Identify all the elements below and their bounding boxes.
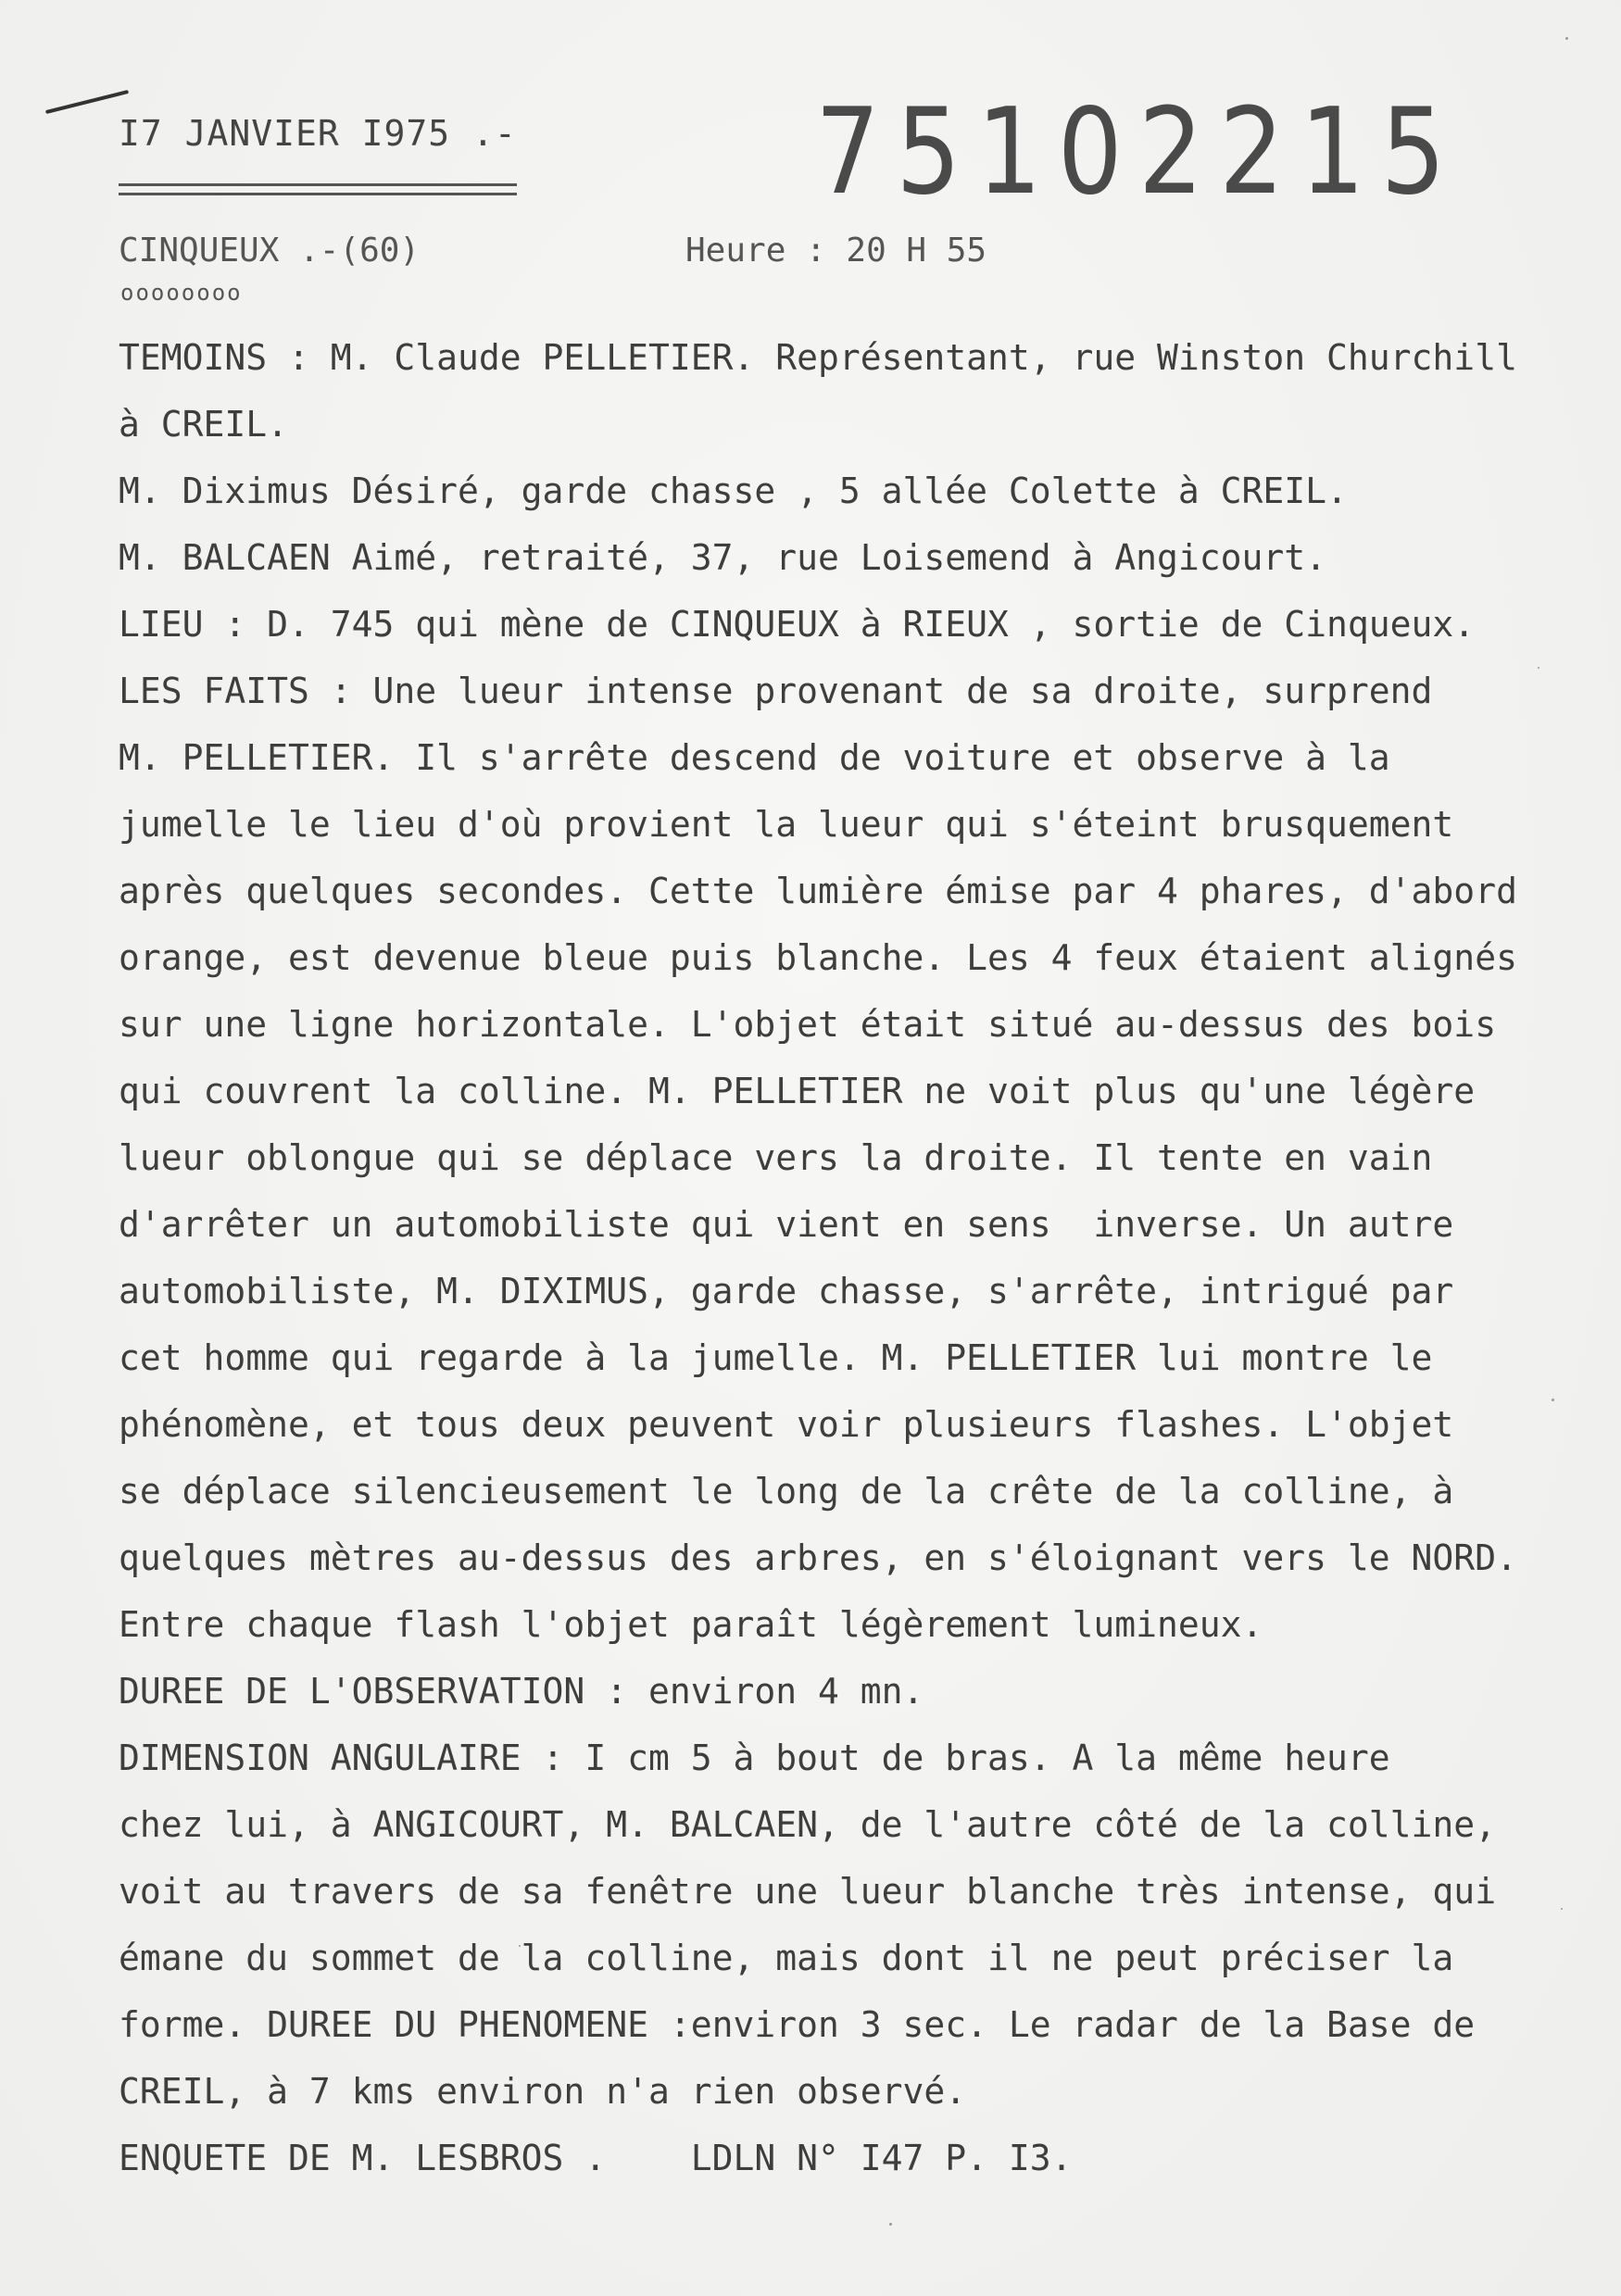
text-line: qui couvrent la colline. M. PELLETIER ne voit plus qu'une légère [119, 1071, 1476, 1111]
document-date: I7 JANVIER I975 .- [119, 113, 517, 154]
text-line: chez lui, à ANGICOURT, M. BALCAEN, de l'autre côté de la colline, [119, 1804, 1497, 1845]
text-line: forme. DUREE DU PHENOMENE :environ 3 sec. Le radar de la Base de [119, 2004, 1476, 2045]
text-line: quelques mètres au-dessus des arbres, en s'éloignant vers le NORD. [119, 1537, 1517, 1578]
text-line: cet homme qui regarde à la jumelle. M. PELLETIER lui montre le [119, 1337, 1433, 1378]
text-line: DUREE DE L'OBSERVATION : environ 4 mn. [119, 1671, 924, 1712]
text-line: M. PELLETIER. Il s'arrête descend de voiture et observe à la [119, 737, 1390, 778]
date-underline [119, 183, 517, 186]
text-line: M. BALCAEN Aimé, retraité, 37, rue Loisemend à Angicourt. [119, 537, 1327, 578]
text-line: TEMOINS : M. Claude PELLETIER. Représentant, rue Winston Churchill [119, 337, 1517, 378]
scan-speck [889, 2223, 892, 2226]
date-underline [119, 193, 517, 195]
text-line: d'arrêter un automobiliste qui vient en sens inverse. Un autre [119, 1204, 1454, 1245]
text-line: Entre chaque flash l'objet paraît légèrement lumineux. [119, 1604, 1263, 1645]
scan-speck [1565, 37, 1568, 40]
text-line: se déplace silencieusement le long de la crête de la colline, à [119, 1471, 1454, 1512]
text-line: LIEU : D. 745 qui mène de CINQUEUX à RIEUX , sortie de Cinqueux. [119, 604, 1476, 645]
time-heading: Heure : 20 H 55 [685, 232, 987, 270]
decorative-circles: oooooooo [120, 280, 243, 306]
text-line: ENQUETE DE M. LESBROS . LDLN N° I47 P. I3. [119, 2138, 1073, 2178]
text-line: lueur oblongue qui se déplace vers la droite. Il tente en vain [119, 1137, 1433, 1178]
pen-mark [45, 90, 129, 114]
text-line: LES FAITS : Une lueur intense provenant de sa droite, surprend [119, 671, 1433, 711]
text-line: M. Diximus Désiré, garde chasse , 5 allée Colette à CREIL. [119, 470, 1348, 511]
text-line: orange, est devenue bleue puis blanche. Les 4 feux étaient alignés [119, 937, 1517, 978]
text-line: émane du sommet de la colline, mais dont il ne peut préciser la [119, 1938, 1454, 1978]
report-body [119, 324, 1582, 2191]
text-line: CREIL, à 7 kms environ n'a rien observé. [119, 2071, 967, 2112]
text-line: après quelques secondes. Cette lumière émise par 4 phares, d'abord [119, 871, 1517, 911]
text-line: automobiliste, M. DIXIMUS, garde chasse, s'arrête, intrigué par [119, 1271, 1454, 1311]
text-line: DIMENSION ANGULAIRE : I cm 5 à bout de bras. A la même heure [119, 1738, 1390, 1778]
text-line: jumelle le lieu d'où provient la lueur qui s'éteint brusquement [119, 804, 1454, 845]
reference-stamp: 75102215 [815, 83, 1462, 221]
place-heading: CINQUEUX .-(60) [119, 232, 421, 270]
text-line: sur une ligne horizontale. L'objet était situé au-dessus des bois [119, 1004, 1497, 1045]
text-line: à CREIL. [119, 404, 289, 445]
text-line: voit au travers de sa fenêtre une lueur blanche très intense, qui [119, 1871, 1497, 1912]
text-line: phénomène, et tous deux peuvent voir plusieurs flashes. L'objet [119, 1404, 1454, 1445]
